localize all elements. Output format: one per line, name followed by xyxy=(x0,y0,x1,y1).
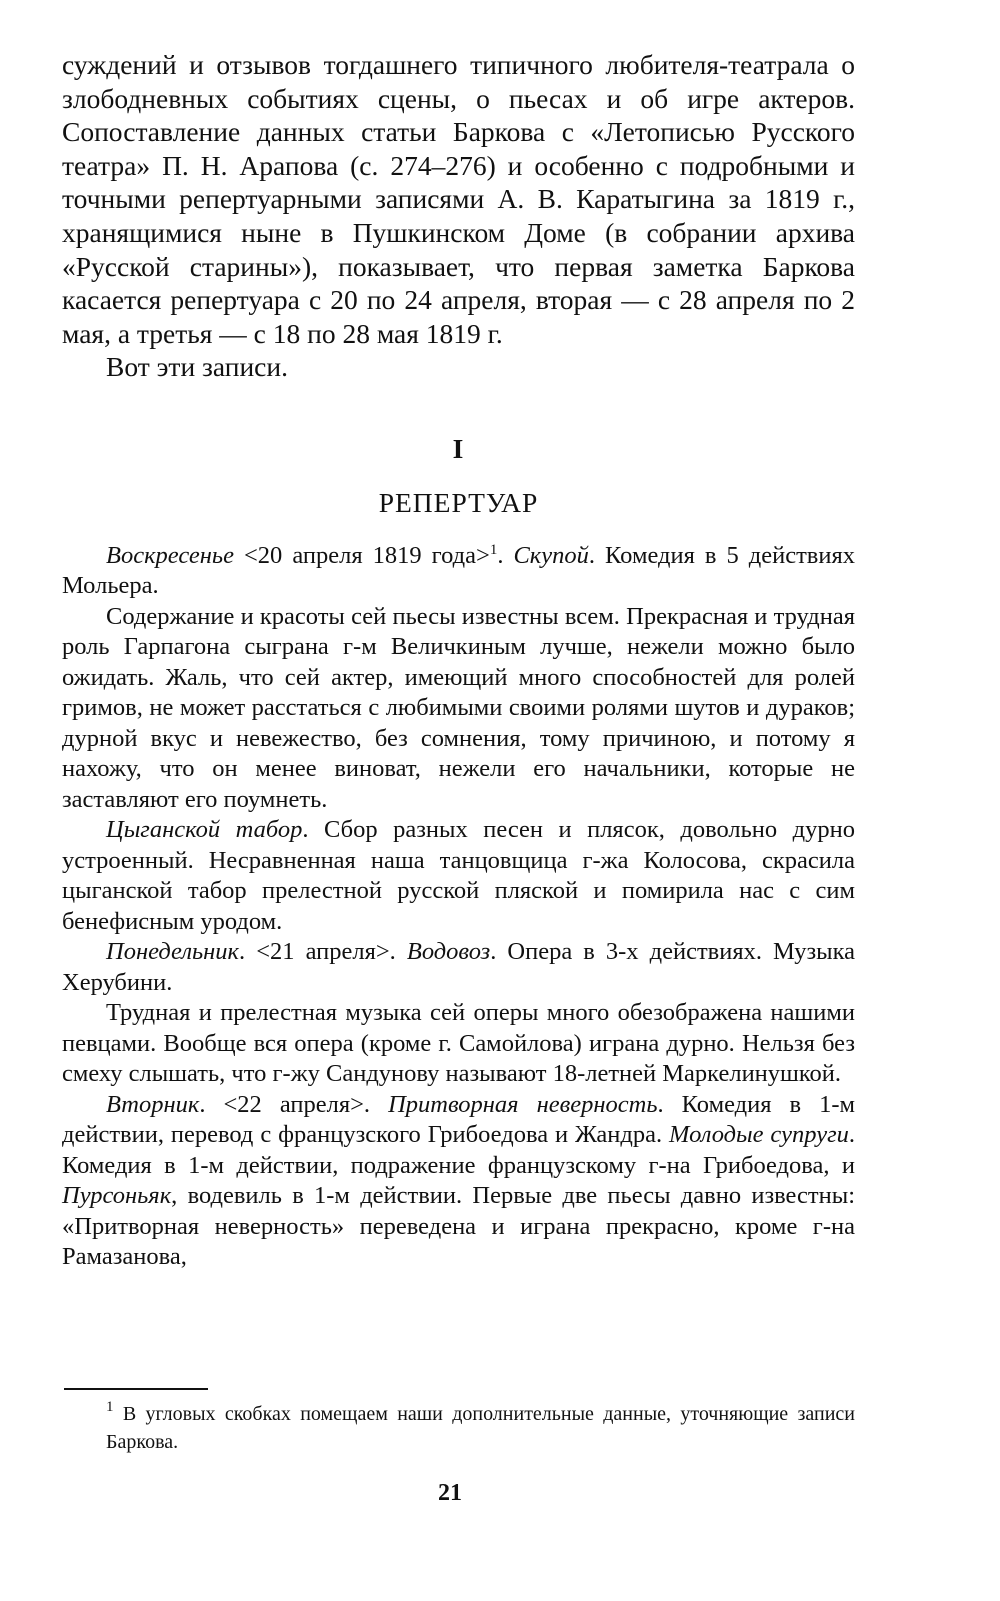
section-title: РЕПЕРТУАР xyxy=(378,486,539,518)
repertoire-body xyxy=(62,541,855,1273)
play-title: Молодые супруги xyxy=(669,1121,849,1149)
entry-date: . <22 апреля>. xyxy=(199,1090,389,1118)
entry-monday xyxy=(62,937,855,998)
entry-date: <20 апреля 1819 года> xyxy=(233,541,490,569)
play-title: Скупой xyxy=(513,541,589,569)
page-number: 21 xyxy=(438,1480,462,1506)
footnote-rule xyxy=(64,1388,208,1390)
footnote xyxy=(62,1400,855,1456)
entry-description: . Комедия в 1-м действии, подражение французскому г-на Грибоедова, и xyxy=(62,1121,855,1179)
intro-closing: Вот эти записи. xyxy=(106,351,288,383)
review-paragraph: Трудная и прелестная музыка сей оперы много обезображена нашими певцами. Вообще вся опера (кроме г. Самойлова) играна дурно. Нельзя без смеху слышать, что г-жу Сандунову называют 18-летней Маркелинушкой. xyxy=(62,999,855,1088)
entry-gypsy-camp xyxy=(62,815,855,937)
intro-paragraph: суждений и отзывов тогдашнего типичного любителя-театрала о злободневных событиях сцены, о пьесах и об игре актеров. Сопоставление данных статьи Баркова с «Летописью Русского театра» П. Н. Арапова (с. 274–276) и особенно с подробными и точными репертуарными записями А. В. Каратыгина за 1819 г., хранящимися ныне в Пушкинском Доме (в собрании архива «Русской старины»), показывает, что первая заметка Баркова касается репертуара с 20 по 24 апреля, вторая — с 28 апреля по 2 мая, а третья — с 18 по 28 мая 1819 г. xyxy=(62,49,855,349)
entry-description: , водевиль в 1-м действии. Первые две пьесы давно известны: «Притворная неверность» переведена и играна прекрасно, кроме г-на Рамазанова, xyxy=(62,1182,855,1271)
play-title: Цыганской табор xyxy=(106,816,303,844)
entry-description: . Сбор разных песен и плясок, довольно дурно устроенный. Несравненная наша танцовщица г-жа Колосова, скрасила цыганской табор прелестной русской пляской и помирила нас с сим бенефисным уродом. xyxy=(62,816,855,935)
entry-day: Воскресенье xyxy=(106,541,234,569)
footnote-mark: 1 xyxy=(106,1399,114,1415)
entry-day: Вторник xyxy=(106,1090,200,1118)
entry-sunday xyxy=(62,541,855,602)
play-title: Пурсоньяк xyxy=(62,1182,172,1210)
play-title: Притворная неверность xyxy=(388,1090,658,1118)
punctuation: . xyxy=(497,541,514,569)
entry-tuesday xyxy=(62,1090,855,1273)
entry-description: . Комедия в 5 действиях Мольера. xyxy=(62,541,855,600)
entry-description: . Комедия в 1-м действии, перевод с французского Грибоедова и Жандра. xyxy=(62,1090,856,1149)
footnote-text-block xyxy=(62,1400,855,1456)
entry-description: . Опера в 3-х действиях. Музыка Херубини. xyxy=(62,938,856,996)
play-title: Водовоз xyxy=(406,938,491,966)
review-paragraph: Содержание и красоты сей пьесы известны всем. Прекрасная и трудная роль Гарпагона сыграна г-м Величкиным лучше, нежели можно было ожидать. Жаль, что сей актер, имеющий много способностей для ролей гримов, не может расстаться с любимыми своими ролями шутов и дураков; дурной вкус и невежество, без сомнения, тому причиною, и потому я нахожу, что он менее виноват, нежели его начальники, которые не заставляют его поумнеть. xyxy=(62,602,855,813)
entry-day: Понедельник xyxy=(106,938,240,966)
footnote-reference[interactable]: 1 xyxy=(489,541,498,558)
section-number: I xyxy=(452,432,465,464)
entry-date: . <21 апреля>. xyxy=(239,938,407,966)
main-text xyxy=(62,48,855,1273)
footnote-text: В угловых скобках помещаем наши дополнительные данные, уточняющие записи Баркова. xyxy=(106,1403,855,1453)
